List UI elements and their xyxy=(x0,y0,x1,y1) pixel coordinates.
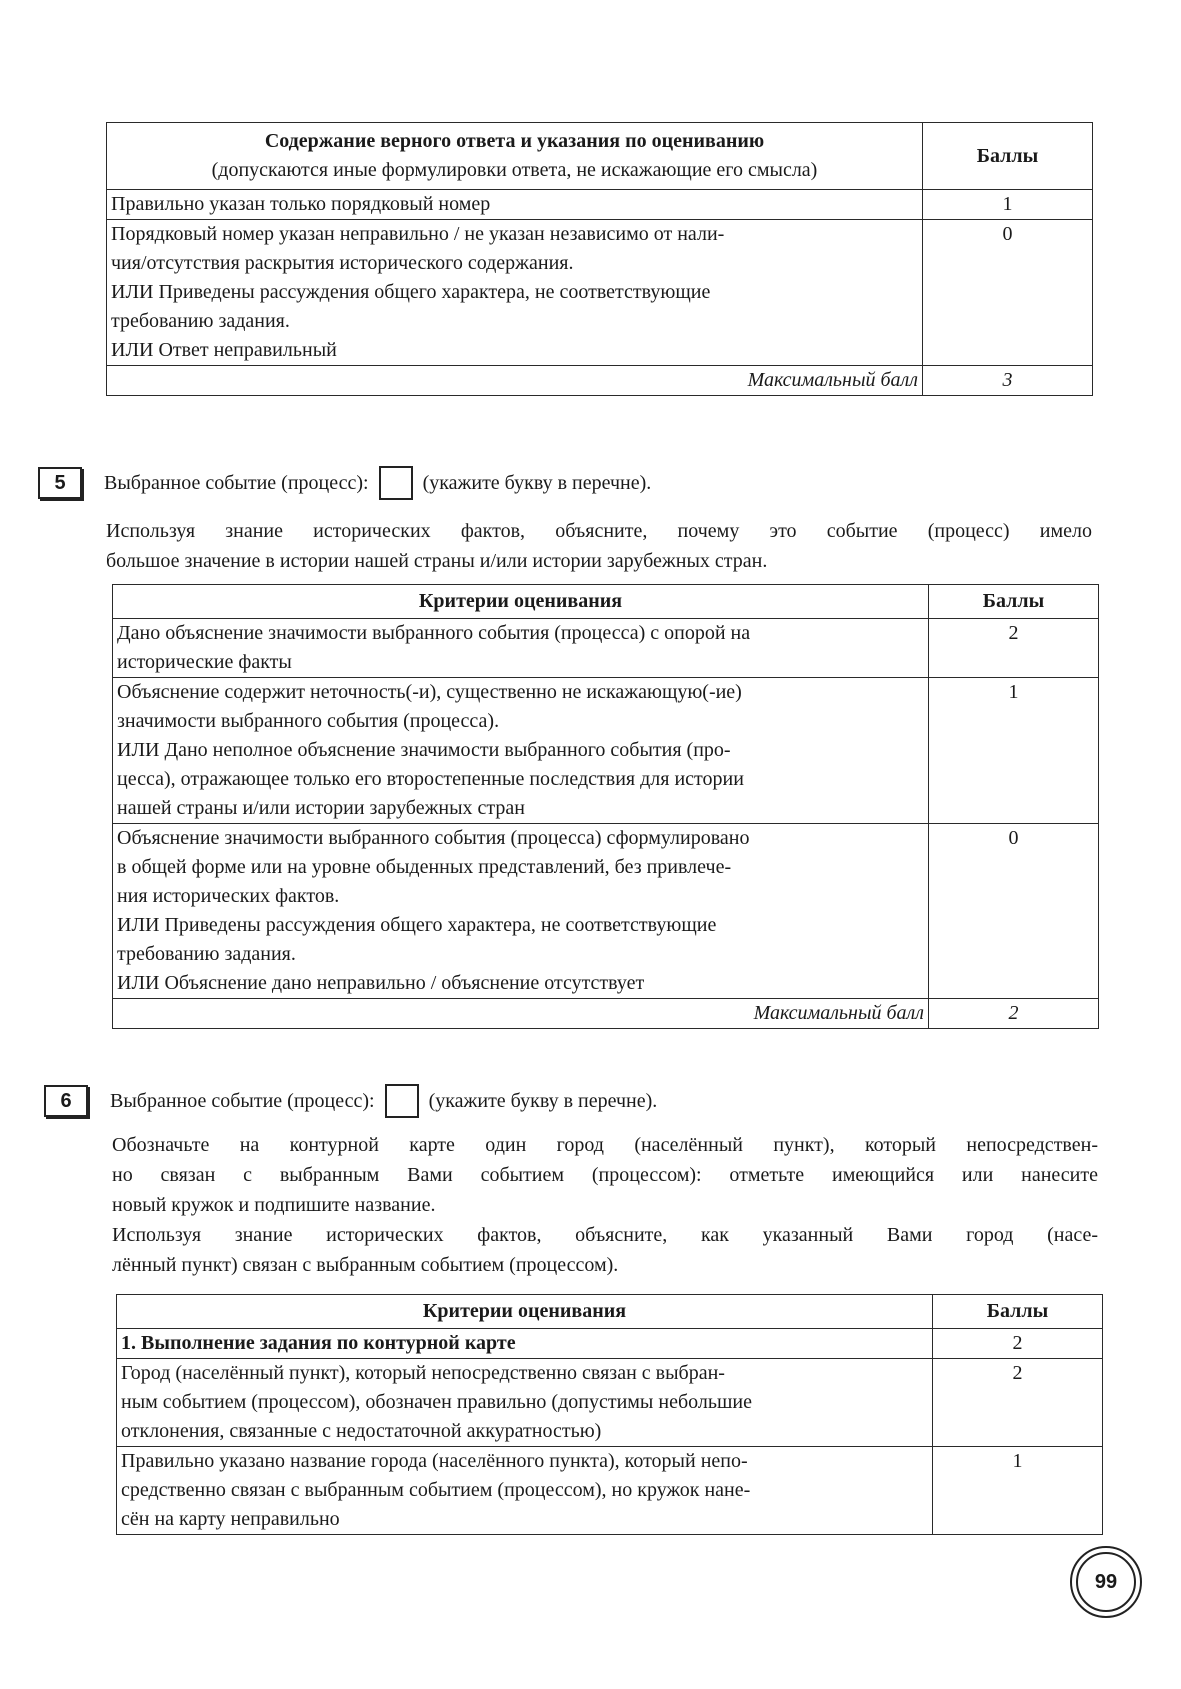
paragraph-line: Используя знание исторических фактов, объясните, как указанный Вами город (насе- xyxy=(112,1224,1098,1246)
criterion-line: цесса), отражающее только его второстепенные последствия для истории xyxy=(117,768,744,790)
criteria-header: Критерии оценивания xyxy=(113,585,929,619)
header-line: Содержание верного ответа и указания по оцениванию xyxy=(264,130,765,152)
task-6-prompt xyxy=(44,1084,657,1118)
points-header: Баллы xyxy=(923,123,1093,190)
points-cell: 0 xyxy=(923,220,1093,366)
prompt-hint: (укажите букву в перечне). xyxy=(428,1089,658,1112)
task-5-prompt xyxy=(38,466,651,500)
table-row xyxy=(113,678,1099,824)
criterion-text xyxy=(107,220,923,366)
criterion-line: Правильно указан только порядковый номер xyxy=(111,193,491,215)
criterion-line: в общей форме или на уровне обыденных представлений, без привлече- xyxy=(117,856,732,878)
criterion-line: ния исторических фактов. xyxy=(117,885,340,907)
prompt-label: Выбранное событие (процесс): xyxy=(104,471,369,494)
criterion-line: Правильно указано название города (населённого пункта), который непо- xyxy=(121,1450,748,1472)
points-cell: 2 xyxy=(929,619,1099,678)
paragraph-line: лённый пункт) связан с выбранным событием (процессом). xyxy=(112,1254,619,1276)
table-row xyxy=(107,190,1093,220)
task-number: 5 xyxy=(38,467,82,499)
prompt-label: Выбранное событие (процесс): xyxy=(110,1089,375,1112)
paragraph-line: но связан с выбранным Вами событием (процессом): отметьте имеющийся или нанесите xyxy=(112,1164,1098,1186)
paragraph-line: Используя знание исторических фактов, объясните, почему это событие (процесс) имело xyxy=(106,520,1092,542)
points-cell: 1 xyxy=(933,1447,1103,1535)
paragraph-line: новый кружок и подпишите название. xyxy=(112,1194,436,1216)
content-header xyxy=(107,123,923,190)
header-line: (допускаются иные формулировки ответа, не искажающие его смысла) xyxy=(211,159,818,181)
table-row xyxy=(117,1447,1103,1535)
criterion-line: Порядковый номер указан неправильно / не указан независимо от нали- xyxy=(111,223,725,245)
points-header: Баллы xyxy=(929,585,1099,619)
max-score-label: Максимальный балл xyxy=(107,366,923,396)
criterion-text xyxy=(113,678,929,824)
scoring-table-task4 xyxy=(106,122,1093,396)
answer-letter-box[interactable] xyxy=(379,466,413,500)
table-header-row xyxy=(117,1295,1103,1329)
table-row xyxy=(107,220,1093,366)
table-row xyxy=(113,619,1099,678)
criterion-line: требованию задания. xyxy=(117,943,296,965)
criterion-line: ИЛИ Приведены рассуждения общего характера, не соответствующие xyxy=(111,281,711,303)
criterion-line: ИЛИ Приведены рассуждения общего характера, не соответствующие xyxy=(117,914,717,936)
criterion-text xyxy=(107,190,923,220)
criterion-line: отклонения, связанные с недостаточной аккуратностью) xyxy=(121,1420,602,1442)
criterion-line: требованию задания. xyxy=(111,310,290,332)
points-header: Баллы xyxy=(933,1295,1103,1329)
criterion-line: нашей страны и/или истории зарубежных стран xyxy=(117,797,525,819)
criterion-line: исторические факты xyxy=(117,651,292,673)
table-header-row xyxy=(107,123,1093,190)
scoring-table-task5 xyxy=(112,584,1099,1029)
task-6-instructions xyxy=(112,1130,1098,1280)
criterion-line: значимости выбранного события (процесса). xyxy=(117,710,500,732)
criterion-line: Город (населённый пункт), который непосредственно связан с выбран- xyxy=(121,1362,725,1384)
points-cell: 1 xyxy=(923,190,1093,220)
criterion-text xyxy=(113,619,929,678)
points-cell: 2 xyxy=(933,1359,1103,1447)
max-score-label: Максимальный балл xyxy=(113,999,929,1029)
criterion-line: Дано объяснение значимости выбранного события (процесса) с опорой на xyxy=(117,622,751,644)
task-number: 6 xyxy=(44,1085,88,1117)
points-cell: 2 xyxy=(933,1329,1103,1359)
max-score-value: 2 xyxy=(929,999,1099,1029)
answer-letter-box[interactable] xyxy=(385,1084,419,1118)
points-cell: 1 xyxy=(929,678,1099,824)
max-score-row xyxy=(107,366,1093,396)
criterion-line: средственно связан с выбранным событием (процессом), но кружок нане- xyxy=(121,1479,751,1501)
paragraph-line: Обозначьте на контурной карте один город (населённый пункт), который непосредствен- xyxy=(112,1134,1098,1156)
max-score-row xyxy=(113,999,1099,1029)
criterion-text xyxy=(117,1447,933,1535)
prompt-hint: (укажите букву в перечне). xyxy=(422,471,652,494)
criterion-line: чия/отсутствия раскрытия исторического содержания. xyxy=(111,252,574,274)
paragraph-line: большое значение в истории нашей страны и/или истории зарубежных стран. xyxy=(106,550,768,572)
criterion-text xyxy=(113,824,929,999)
table-row xyxy=(117,1359,1103,1447)
criterion-line: ИЛИ Объяснение дано неправильно / объяснение отсутствует xyxy=(117,972,645,994)
page-number-badge xyxy=(1070,1546,1142,1618)
scoring-table-task6 xyxy=(116,1294,1103,1535)
criterion-line: ИЛИ Дано неполное объяснение значимости выбранного события (про- xyxy=(117,739,731,761)
criterion-line: ным событием (процессом), обозначен правильно (допустимы небольшие xyxy=(121,1391,752,1413)
table-row xyxy=(113,824,1099,999)
criterion-line: ИЛИ Ответ неправильный xyxy=(111,339,337,361)
criterion-line: сён на карту неправильно xyxy=(121,1508,340,1530)
criterion-text xyxy=(117,1359,933,1447)
criteria-header: Критерии оценивания xyxy=(117,1295,933,1329)
criterion-line: Объяснение содержит неточность(-и), существенно не искажающую(-ие) xyxy=(117,681,742,703)
section-label: 1. Выполнение задания по контурной карте xyxy=(117,1329,933,1359)
table-header-row xyxy=(113,585,1099,619)
points-cell: 0 xyxy=(929,824,1099,999)
task-5-instructions xyxy=(106,516,1092,576)
criterion-line: Объяснение значимости выбранного события (процесса) сформулировано xyxy=(117,827,750,849)
page-number: 99 xyxy=(1076,1552,1136,1612)
max-score-value: 3 xyxy=(923,366,1093,396)
section-row xyxy=(117,1329,1103,1359)
